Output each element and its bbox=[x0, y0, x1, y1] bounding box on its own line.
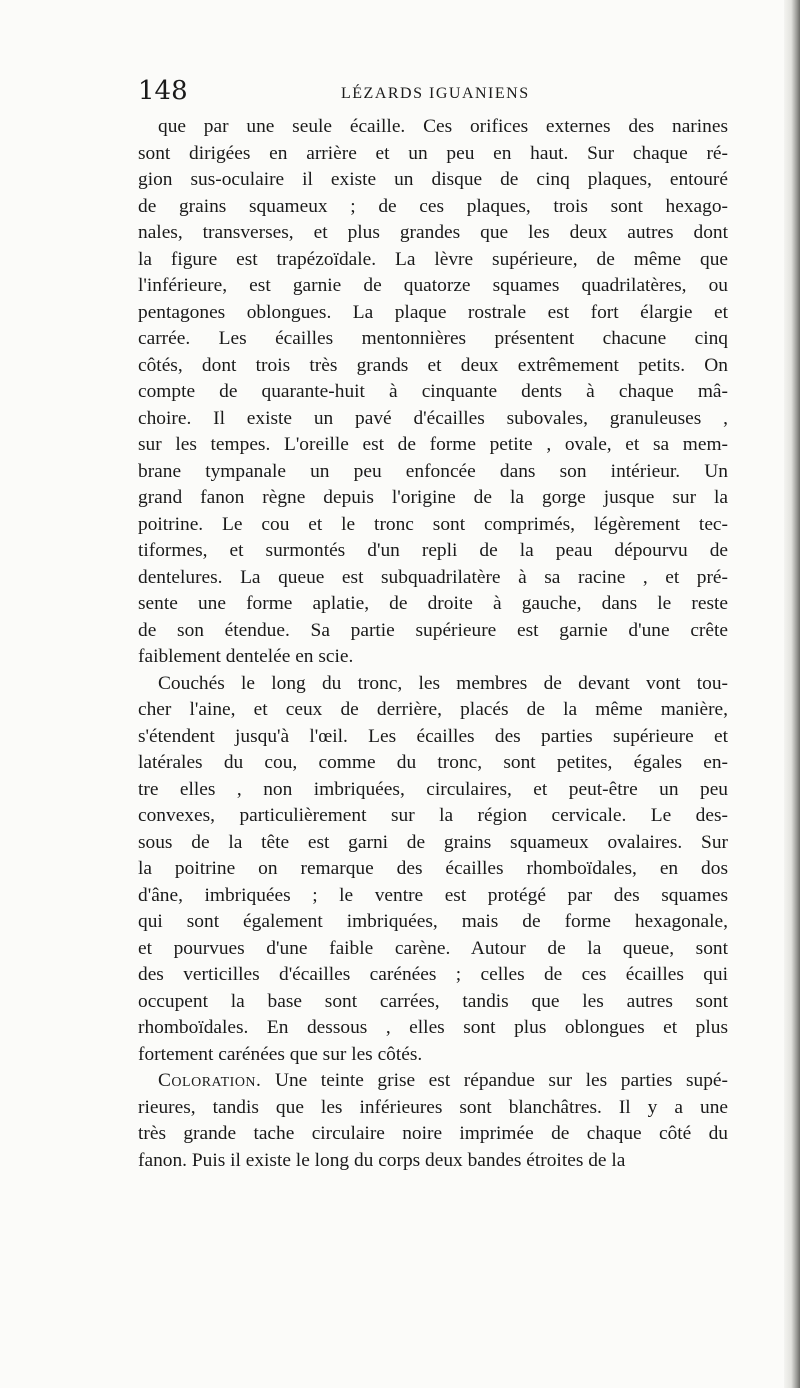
text-line: sente une forme aplatie, de droite à gauche, dans le reste bbox=[138, 593, 728, 614]
text-line bbox=[138, 1068, 728, 1095]
text-line: d'âne, imbriquées ; le ventre est protégé par des squames bbox=[138, 884, 728, 906]
text-line: gion sus-oculaire il existe un disque de cinq plaques, entouré bbox=[138, 169, 728, 190]
text-line: qui sont également imbriquées, mais de forme hexagonale, bbox=[138, 911, 728, 932]
text-line: la figure est trapézoïdale. La lèvre supérieure, de même que bbox=[138, 248, 728, 270]
text-line: poitrine. Le cou et le tronc sont comprimés, légèrement tec- bbox=[138, 513, 728, 535]
text-line: très grande tache circulaire noire imprimée de chaque côté du bbox=[138, 1123, 728, 1144]
text-line: sont dirigées en arrière et un peu en haut. Sur chaque ré- bbox=[138, 142, 728, 164]
text-line: grand fanon règne depuis l'origine de la gorge jusque sur la bbox=[138, 487, 728, 508]
text-line: que par une seule écaille. Ces orifices externes des narines bbox=[158, 116, 728, 137]
text-line: tre elles , non imbriquées, circulaires, et peut-être un peu bbox=[138, 778, 728, 800]
text-line: dentelures. La queue est subquadrilatère à sa racine , et pré- bbox=[138, 566, 728, 588]
text-line: des verticilles d'écailles carénées ; celles de ces écailles qui bbox=[138, 964, 728, 985]
text-line: cher l'aine, et ceux de derrière, placés de la même manière, bbox=[138, 699, 728, 720]
text-line: pentagones oblongues. La plaque rostrale est fort élargie et bbox=[138, 301, 728, 323]
running-title: LÉZARDS IGUANIENS bbox=[341, 85, 530, 102]
paragraph-description-body bbox=[138, 671, 728, 1069]
text-line: nales, transverses, et plus grandes que les deux autres dont bbox=[138, 222, 728, 243]
paragraph-description-head bbox=[138, 114, 728, 671]
text-line: la poitrine on remarque des écailles rhomboïdales, en dos bbox=[138, 858, 728, 879]
text-line: l'inférieure, est garnie de quatorze squames quadrilatères, ou bbox=[138, 275, 728, 296]
text-line: fanon. Puis il existe le long du corps deux bandes étroites de la bbox=[138, 1149, 626, 1171]
text-line: sous de la tête est garni de grains squameux ovalaires. Sur bbox=[138, 831, 728, 853]
section-heading-coloration: Coloration. bbox=[158, 1070, 262, 1091]
text-line: compte de quarante-huit à cinquante dents à chaque mâ- bbox=[138, 381, 728, 402]
page-number: 148 bbox=[138, 76, 188, 106]
text-line: tiformes, et surmontés d'un repli de la peau dépourvu de bbox=[138, 540, 728, 561]
text-line: convexes, particulièrement sur la région cervicale. Le des- bbox=[138, 805, 728, 826]
text-line: côtés, dont trois très grands et deux extrêmement petits. On bbox=[138, 354, 728, 376]
text-line: rhomboïdales. En dessous , elles sont plus oblongues et plus bbox=[138, 1017, 728, 1038]
text-line: rieures, tandis que les inférieures sont blanchâtres. Il y a une bbox=[138, 1096, 728, 1118]
text-line: s'étendent jusqu'à l'œil. Les écailles des parties supérieure et bbox=[138, 725, 728, 747]
text-line-rest: Une teinte grise est répandue sur les parties supé- bbox=[261, 1070, 728, 1091]
text-line: Couchés le long du tronc, les membres de devant vont tou- bbox=[158, 672, 728, 694]
text-line: brane tympanale un peu enfoncée dans son intérieur. Un bbox=[138, 460, 728, 482]
page-edge-shadow bbox=[784, 0, 800, 1388]
paragraph-coloration bbox=[138, 1068, 728, 1174]
page-header bbox=[138, 72, 728, 112]
text-line: latérales du cou, comme du tronc, sont petites, égales en- bbox=[138, 752, 728, 773]
text-line: de son étendue. Sa partie supérieure est garnie d'une crête bbox=[138, 619, 728, 641]
text-line: sur les tempes. L'oreille est de forme petite , ovale, et sa mem- bbox=[138, 434, 728, 455]
text-line: et pourvues d'une faible carène. Autour de la queue, sont bbox=[138, 937, 728, 959]
text-line: faiblement dentelée en scie. bbox=[138, 646, 354, 667]
text-line: fortement carénées que sur les côtés. bbox=[138, 1043, 423, 1065]
text-line: de grains squameux ; de ces plaques, trois sont hexago- bbox=[138, 195, 728, 217]
text-line: choire. Il existe un pavé d'écailles subovales, granuleuses , bbox=[138, 407, 728, 429]
body-text bbox=[138, 114, 728, 1174]
text-line: occupent la base sont carrées, tandis que les autres sont bbox=[138, 990, 728, 1012]
text-line: carrée. Les écailles mentonnières présentent chacune cinq bbox=[138, 328, 728, 349]
